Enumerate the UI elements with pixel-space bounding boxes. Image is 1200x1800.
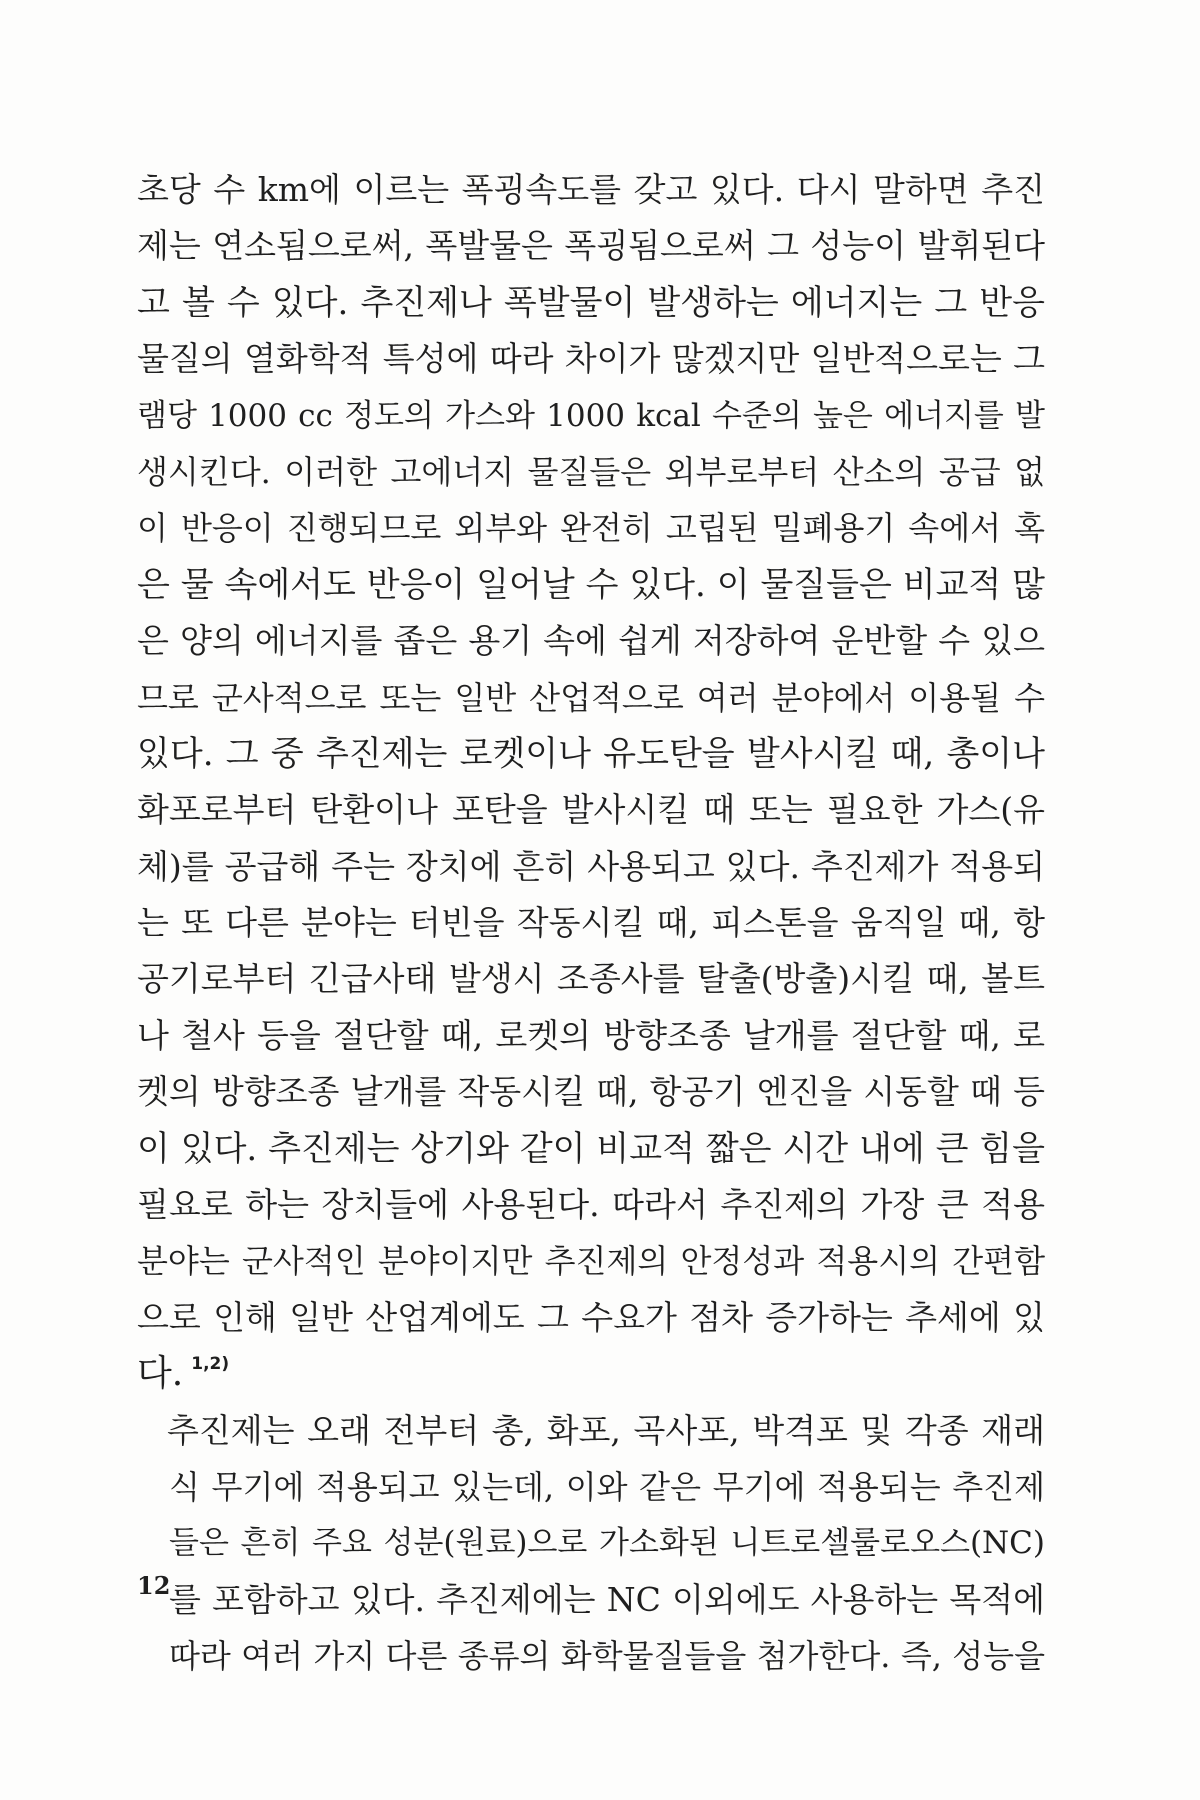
text-line: 공기로부터 긴급사태 발생시 조종사를 탈출(방출)시킬 때, 볼트 — [137, 959, 1045, 999]
text-line: 램당 1000 cc 정도의 가스와 1000 kcal 수준의 높은 에너지를 발 — [137, 397, 1045, 434]
text-line: 초당 수 km에 이르는 폭굉속도를 갖고 있다. 다시 말하면 추진 — [137, 170, 1045, 209]
paragraph-2 — [137, 1403, 1045, 1685]
text-line-final — [137, 1346, 1045, 1402]
text-line: 체)를 공급해 주는 장치에 흔히 사용되고 있다. 추진제가 적용되 — [137, 846, 1045, 886]
text-line: 이 있다. 추진제는 상기와 같이 비교적 짧은 시간 내에 큰 힘을 — [137, 1128, 1045, 1169]
text-line: 를 포함하고 있다. 추진제에는 NC 이외에도 사용하는 목적에 — [169, 1579, 1045, 1619]
text-line: 추진제는 오래 전부터 총, 화포, 곡사포, 박격포 및 각종 재래 — [167, 1410, 1045, 1450]
text-line: 나 철사 등을 절단할 때, 로켓의 방향조종 날개를 절단할 때, 로 — [137, 1015, 1045, 1055]
text-line: 식 무기에 적용되고 있는데, 이와 같은 무기에 적용되는 추진제 — [169, 1467, 1045, 1506]
paragraph-1 — [137, 162, 1045, 1403]
text-line: 은 양의 에너지를 좁은 용기 속에 쉽게 저장하여 운반할 수 있으 — [137, 621, 1045, 661]
footnote-reference: 1,2) — [191, 1354, 230, 1375]
text-line: 이 반응이 진행되므로 외부와 완전히 고립된 밀폐용기 속에서 혹 — [137, 509, 1045, 548]
text-line: 생시킨다. 이러한 고에너지 물질들은 외부로부터 산소의 공급 없 — [137, 452, 1045, 491]
text-line: 켓의 방향조종 날개를 작동시킬 때, 항공기 엔진을 시동할 때 등 — [137, 1072, 1045, 1112]
text-line: 있다. 그 중 추진제는 로켓이나 유도탄을 발사시킬 때, 총이나 — [137, 733, 1045, 774]
text-line: 물질의 열화학적 특성에 따라 차이가 많겠지만 일반적으로는 그 — [137, 339, 1045, 379]
text-line: 따라 여러 가지 다른 종류의 화학물질들을 첨가한다. 즉, 성능을 — [169, 1637, 1045, 1676]
text-line: 제는 연소됨으로써, 폭발물은 폭굉됨으로써 그 성능이 발휘된다 — [137, 226, 1045, 266]
text-line: 으로 인해 일반 산업계에도 그 수요가 점차 증가하는 추세에 있 — [137, 1297, 1045, 1337]
text-line-final-text: 다. — [137, 1353, 184, 1395]
text-line: 은 물 속에서도 반응이 일어날 수 있다. 이 물질들은 비교적 많 — [137, 564, 1045, 605]
page-number: 12 — [137, 1571, 171, 1600]
text-line: 분야는 군사적인 분야이지만 추진제의 안정성과 적용시의 간편함 — [137, 1242, 1045, 1281]
text-line: 므로 군사적으로 또는 일반 산업적으로 여러 분야에서 이용될 수 — [137, 678, 1045, 717]
text-line: 들은 흔히 주요 성분(원료)으로 가소화된 니트로셀룰로오스(NC) — [169, 1525, 1045, 1562]
text-line: 고 볼 수 있다. 추진제나 폭발물이 발생하는 에너지는 그 반응 — [137, 282, 1045, 323]
text-line: 는 또 다른 분야는 터빈을 작동시킬 때, 피스톤을 움직일 때, 항 — [137, 903, 1045, 943]
text-line: 화포로부터 탄환이나 포탄을 발사시킬 때 또는 필요한 가스(유 — [137, 790, 1045, 830]
body-text — [137, 162, 1045, 1685]
text-line: 필요로 하는 장치들에 사용된다. 따라서 추진제의 가장 큰 적용 — [137, 1185, 1045, 1225]
